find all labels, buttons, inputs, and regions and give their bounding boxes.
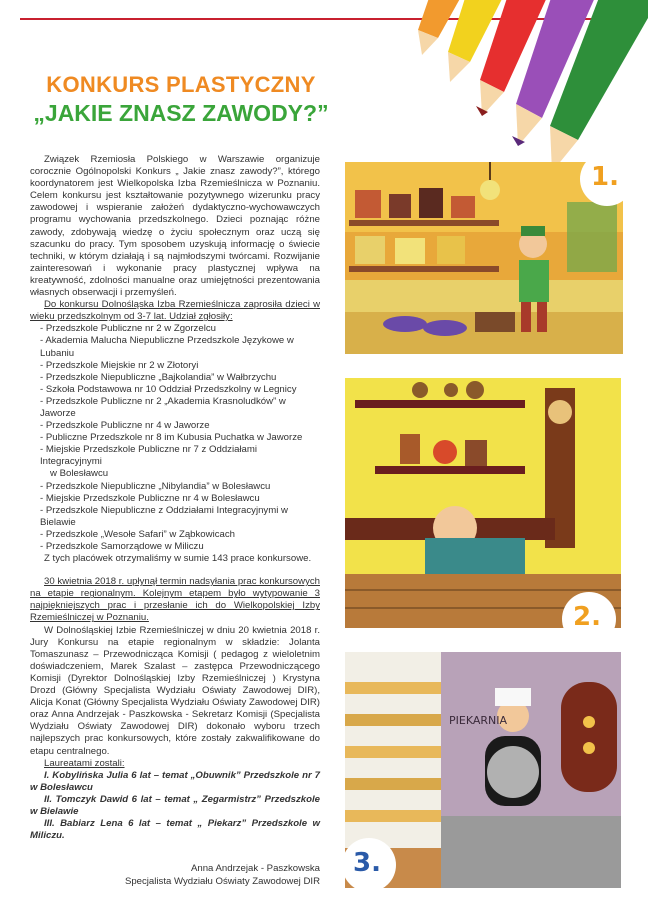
list-item: - Przedszkole Samorządowe w Miliczu — [40, 541, 204, 552]
intro-paragraph: Związek Rzemiosła Polskiego w Warszawie organizuje corocznie Ogólnopolski Konkurs „ Jakie znasz zawody?”, którego koordynatorem jest Wielkopolska Izba Rzemieślnicza w Poznaniu. Celem konkursu jest kształtowanie pozytywnego wizerunku pracy zawodowej i wspieranie założeń dydaktyczno-wychowawczych programu wychowania przedszkolnego. Dzieci poznając różne zawody, zdobywają wiedzę o życiu społecznym oraz uczą się szacunku do pracy. Tym sposobem uzyskują informację o świecie techniki, w którym działają i są najmłodszymi twórcami. Rozwijanie zainteresowań i wykonanie pracy plastycznej wpływa na kreatywność, zdolności manualne oraz umiejętności prezentowania własnych obserwacji i przemyśleń. — [30, 154, 320, 299]
winner-2: II. Tomczyk Dawid 6 lat – temat „ Zegarmistrz” Przedszkole w Bielawie — [30, 793, 320, 817]
label-2: 2. — [573, 602, 601, 632]
signature-name: Anna Andrzejak - Paszkowska — [190, 863, 320, 874]
deadline-paragraph: 30 kwietnia 2018 r. upłynął termin nadsyłania prac konkursowych na etapie regionalnym. Kolejnym etapem było wytypowanie 3 najpiękniejszych prac i przesłanie ich do Wielkopolskiej Izby Rzemieślniczej w Poznaniu. — [30, 576, 320, 624]
drawing-2-watchmaker — [345, 378, 621, 628]
jury-paragraph: W Dolnośląskiej Izbie Rzemieślniczej w dniu 20 kwietnia 2018 r. Jury Konkursu na etapie regionalnym w składzie: Jolanta Tomaszunasz – Przewodnicząca Komisji ( pedagog z wieloletnim doświadczeniem, Marek Szalast – zastępca Przewodniczącego Komisji (Dyrektor Dolnośląskiej Izby Rzemieślniczej ) Krystyna Drozd (Główny Specjalista Wydziału Oświaty Zawodowej DIR), Alicja Konat (Główny Specjalista Wydziału Oświaty Zawodowej DIR) oraz Anna Andrzejak - Paszkowska - Sekretarz Komisji (Specjalista Wydziału Oświaty Zawodowej DIR) dokonało wyboru trzech najlepszych prac konkursowych, które zostały zakwalifikowane do etapu centralnego. — [30, 624, 320, 757]
summary-line: Z tych placówek otrzymaliśmy w sumie 143 prace konkursowe. — [44, 553, 312, 565]
list-item: - Przedszkole Publiczne nr 4 w Jaworze — [40, 420, 210, 432]
colored-pencils-illustration — [400, 0, 648, 175]
list-item: - Publiczne Przedszkole nr 8 im Kubusia Puchatka w Jaworze — [40, 432, 303, 444]
winner-3: III. Babiarz Lena 6 lat – temat „ Piekarz” Przedszkole w Miliczu. — [30, 818, 320, 842]
list-item: - Przedszkole „Wesołe Safari” w Ząbkowicach — [40, 528, 235, 540]
list-item: - Przedszkole Niepubliczne „Nibylandia” w Bolesławcu — [40, 480, 271, 492]
signature-role: Specjalista Wydziału Oświaty Zawodowej DIR — [124, 876, 320, 887]
label-3: 3. — [353, 848, 381, 878]
winner-1: I. Kobylińska Julia 6 lat – temat „Obuwnik” Przedszkole nr 7 w Bolesławcu — [30, 769, 320, 793]
list-item: w Bolesławcu — [50, 468, 109, 480]
list-item: - Przedszkole Niepubliczne „Bajkolandia” w Wałbrzychu — [40, 371, 277, 383]
bakery-sign: PIEKARNIA — [449, 714, 508, 727]
list-item: - Szkoła Podstawowa nr 10 Oddział Przedszkolny w Legnicy — [40, 383, 297, 395]
list-item: - Miejskie Przedszkole Publiczne nr 7 z Oddziałami Integracyjnymi — [40, 444, 258, 468]
signature — [30, 862, 320, 888]
list-item: - Akademia Malucha Niepubliczne Przedszkole Językowe w Lubaniu — [40, 335, 294, 359]
list-item: - Przedszkole Niepubliczne z Oddziałami Integracyjnymi w Bielawie — [40, 504, 288, 528]
article-body — [30, 154, 320, 842]
label-1: 1. — [591, 162, 619, 192]
drawing-1-shoemaker — [345, 162, 623, 354]
list-item: - Przedszkole Miejskie nr 2 w Złotoryi — [40, 359, 199, 371]
article-title-line1: KONKURS PLASTYCZNY — [46, 72, 316, 97]
list-item: - Przedszkole Publiczne nr 2 „Akademia Krasnoludków” w Jaworze — [40, 395, 286, 419]
list-item: - Miejskie Przedszkole Publiczne nr 4 w Bolesławcu — [40, 492, 260, 504]
article-title-line2: „JAKIE ZNASZ ZAWODY?” — [33, 100, 329, 126]
list-item: - Przedszkole Publiczne nr 2 w Zgorzelcu — [40, 323, 216, 335]
invitation-paragraph: Do konkursu Dolnośląska Izba Rzemieślnicza zaprosiła dzieci w wieku przedszkolnym od 3-7 lat. Udział zgłosiły: — [30, 299, 320, 323]
participants-list — [30, 323, 320, 553]
winners-heading: Laureatami zostali: — [44, 757, 125, 769]
